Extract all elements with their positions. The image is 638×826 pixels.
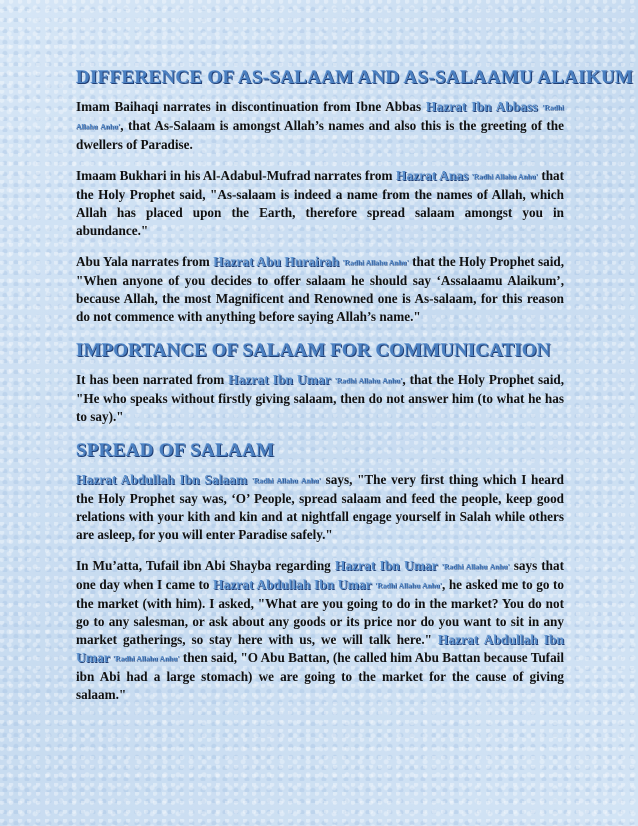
honorific: 'Radhi Allahu Anhu' xyxy=(76,103,565,131)
name-abdullah-ibn-umar: Hazrat Abdullah Ibn Umar xyxy=(76,632,564,665)
honorific: 'Radhi Allahu Anhu' xyxy=(113,654,180,663)
name-ibn-umar: Hazrat Ibn Umar xyxy=(228,372,331,387)
paragraph-ibn-umar: It has been narrated from Hazrat Ibn Umar 'Radhi Allahu Anhu', that the Holy Prophet said, "He who speaks without firstly giving salaam, then do not answer him (to what he has to say)." xyxy=(76,372,564,424)
honorific: 'Radhi Allahu Anhu' xyxy=(471,172,538,181)
name-anas: Hazrat Anas xyxy=(395,168,469,183)
name-abu-hurairah: Hazrat Abu Hurairah xyxy=(213,254,340,269)
honorific: 'Radhi Allahu Anhu' xyxy=(342,258,409,267)
name-abdullah-ibn-umar: Hazrat Abdullah Ibn Umar xyxy=(213,577,372,592)
honorific: 'Radhi Allahu Anhu' xyxy=(334,376,403,385)
section-heading-importance: IMPORTANCE OF SALAAM FOR COMMUNICATION xyxy=(76,340,551,361)
section-heading-difference: DIFFERENCE OF AS-SALAAM AND AS-SALAAMU ALAIKUM xyxy=(76,67,634,88)
paragraph-muatta: In Mu’atta, Tufail ibn Abi Shayba regarding Hazrat Ibn Umar 'Radhi Allahu Anhu' says that one day when I came to Hazrat Abdullah Ibn Umar 'Radhi Allahu Anhu', he asked me to go to the market (with him). I asked, "What are you going to do in the market? You do not go to any salesman, or ask about any goods or its price nor do you want to sit in any market gatherings, so stay here with us, we will talk here." Hazrat Abdullah Ibn Umar 'Radhi Allahu Anhu' then said, "O Abu Battan, (he called him Abu Battan because Tufail ibn Abi had a large stomach) we are going to the market for the cause of giving salaam." xyxy=(76,558,564,702)
name-abdullah-ibn-salaam: Hazrat Abdullah Ibn Salaam xyxy=(76,472,248,487)
paragraph-abdullah-ibn-salaam: Hazrat Abdullah Ibn Salaam 'Radhi Allahu Anhu' says, "The very first thing which I heard the Holy Prophet say was, ‘O’ People, spread salaam and feed the people, keep good relations with your kith and kin and at nightfall engage yourself in Salah while others are asleep, for you will enter Paradise safely." xyxy=(76,472,565,542)
name-ibn-abbass: Hazrat Ibn Abbass xyxy=(425,99,538,114)
honorific: 'Radhi Allahu Anhu' xyxy=(441,562,510,571)
paragraph-abu-yala: Abu Yala narrates from Hazrat Abu Hurairah 'Radhi Allahu Anhu' that the Holy Prophet said, "When anyone of you decides to offer salaam he should say ‘Assalaamu Alaikum’, because Allah, the most Magnificent and Renowned one is As-salaam, for this reason do not commence with anything before saying Allah’s name." xyxy=(76,254,564,324)
paragraph-baihaqi: Imam Baihaqi narrates in discontinuation from Ibne Abbas Hazrat Ibn Abbass 'Radhi Allahu Anhu', that As-Salaam is amongst Allah’s names and also this is the greeting of the dwellers of Paradise. xyxy=(76,99,565,152)
honorific: 'Radhi Allahu Anhu' xyxy=(375,581,442,590)
paragraph-bukhari: Imaam Bukhari in his Al-Adabul-Mufrad narrates from Hazrat Anas 'Radhi Allahu Anhu' that the Holy Prophet said, "As-salaam is indeed a name from the names of Allah, which Allah has placed upon the Earth, therefore spread salaam amongst you in abundance." xyxy=(76,168,565,238)
name-ibn-umar: Hazrat Ibn Umar xyxy=(334,558,438,573)
section-heading-spread: SPREAD OF SALAAM xyxy=(76,440,275,461)
honorific: 'Radhi Allahu Anhu' xyxy=(251,476,321,485)
document-page xyxy=(76,66,634,717)
